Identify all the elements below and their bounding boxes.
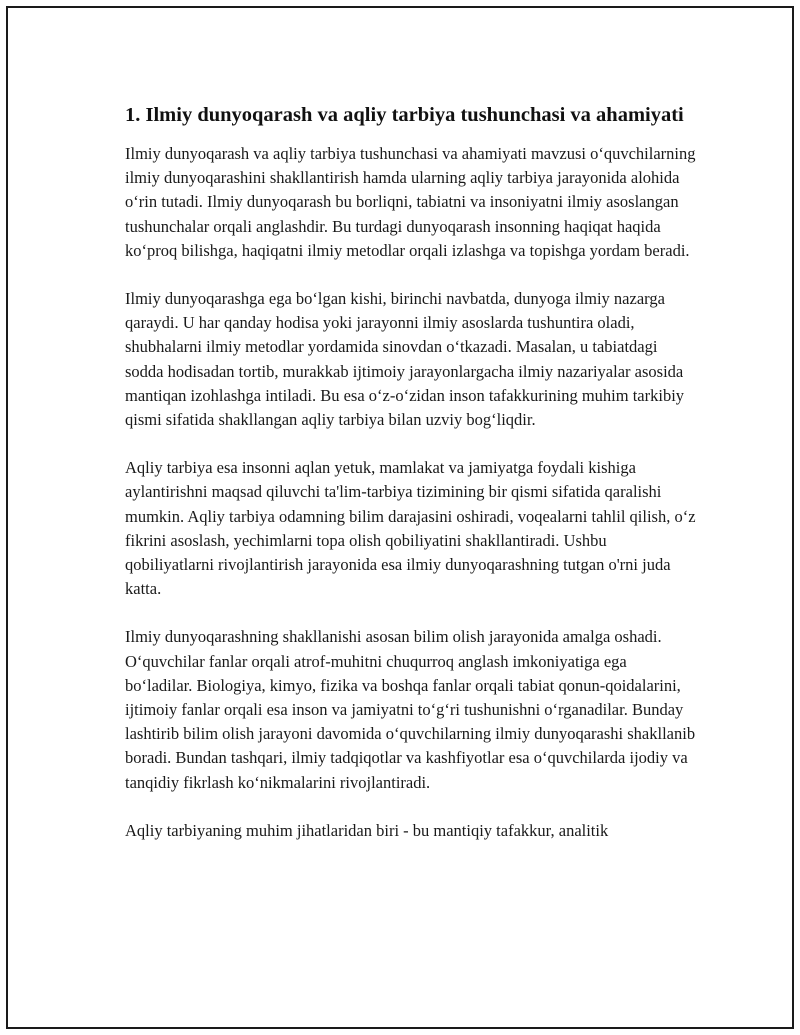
paragraph-1: Ilmiy dunyoqarash va aqliy tarbiya tushunchasi va ahamiyati mavzusi o‘quvchilarning ilmiy dunyoqarashini shakllantirish hamda ularning aqliy tarbiya jarayonida alohida o‘rin tutadi. Ilmiy dunyoqarash bu borliqni, tabiatni va insoniyatni ilmiy asoslangan tushunchalar orqali anglashdir. Bu turdagi dunyoqarash insonning haqiqat haqida ko‘proq bilishga, haqiqatni ilmiy metodlar orqali izlashga va topishga yordam beradi. bbox=[125, 144, 696, 260]
paragraph-3: Aqliy tarbiya esa insonni aqlan yetuk, mamlakat va jamiyatga foydali kishiga aylantirishni maqsad qiluvchi ta'lim-tarbiya tizimining bir qismi sifatida qaralishi mumkin. Aqliy tarbiya odamning bilim darajasini oshiradi, voqealarni tahlil qilish, o‘z fikrini asoslash, yechimlarni topa olish qobiliyatini shakllantiradi. Ushbu qobiliyatlarni rivojlantirish jarayonida esa ilmiy dunyoqarashning tutgan o'rni juda katta. bbox=[125, 458, 696, 599]
document-body bbox=[125, 101, 697, 867]
paragraph-2: Ilmiy dunyoqarashga ega bo‘lgan kishi, birinchi navbatda, dunyoga ilmiy nazarga qaraydi. U har qanday hodisa yoki jarayonni ilmiy asoslarda tushuntira oladi, shubhalarni ilmiy metodlar yordamida sinovdan o‘tkazadi. Masalan, u tabiatdagi sodda hodisadan tortib, murakkab ijtimoiy jarayonlargacha ilmiy nazariyalar asosida mantiqan izohlashga intiladi. Bu esa o‘z-o‘zidan inson tafakkurining muhim tarkibiy qismi sifatida shakllangan aqliy tarbiya bilan uzviy bog‘liqdir. bbox=[125, 289, 685, 430]
paragraph-4: Ilmiy dunyoqarashning shakllanishi asosan bilim olish jarayonida amalga oshadi. O‘quvchilar fanlar orqali atrof-muhitni chuqurroq anglash imkoniyatiga ega bo‘ladilar. Biologiya, kimyo, fizika va boshqa fanlar orqali tabiat qonun-qoidalarini, ijtimoiy fanlar orqali esa inson va jamiyatni to‘g‘ri tushunishni o‘rganadilar. Bunday lashtirib bilim olish jarayoni davomida o‘quvchilarning ilmiy dunyoqarashi shakllanib boradi. Bundan tashqari, ilmiy tadqiqotlar va kashfiyotlar esa o‘quvchilarda ijodiy va tanqidiy fikrlash ko‘nikmalarini rivojlantiradi. bbox=[125, 627, 696, 792]
page-frame bbox=[6, 6, 794, 1029]
section-heading: 1. Ilmiy dunyoqarash va aqliy tarbiya tushunchasi va ahamiyati bbox=[125, 104, 684, 126]
paragraph-5: Aqliy tarbiyaning muhim jihatlaridan biri - bu mantiqiy tafakkur, analitik bbox=[125, 820, 609, 840]
